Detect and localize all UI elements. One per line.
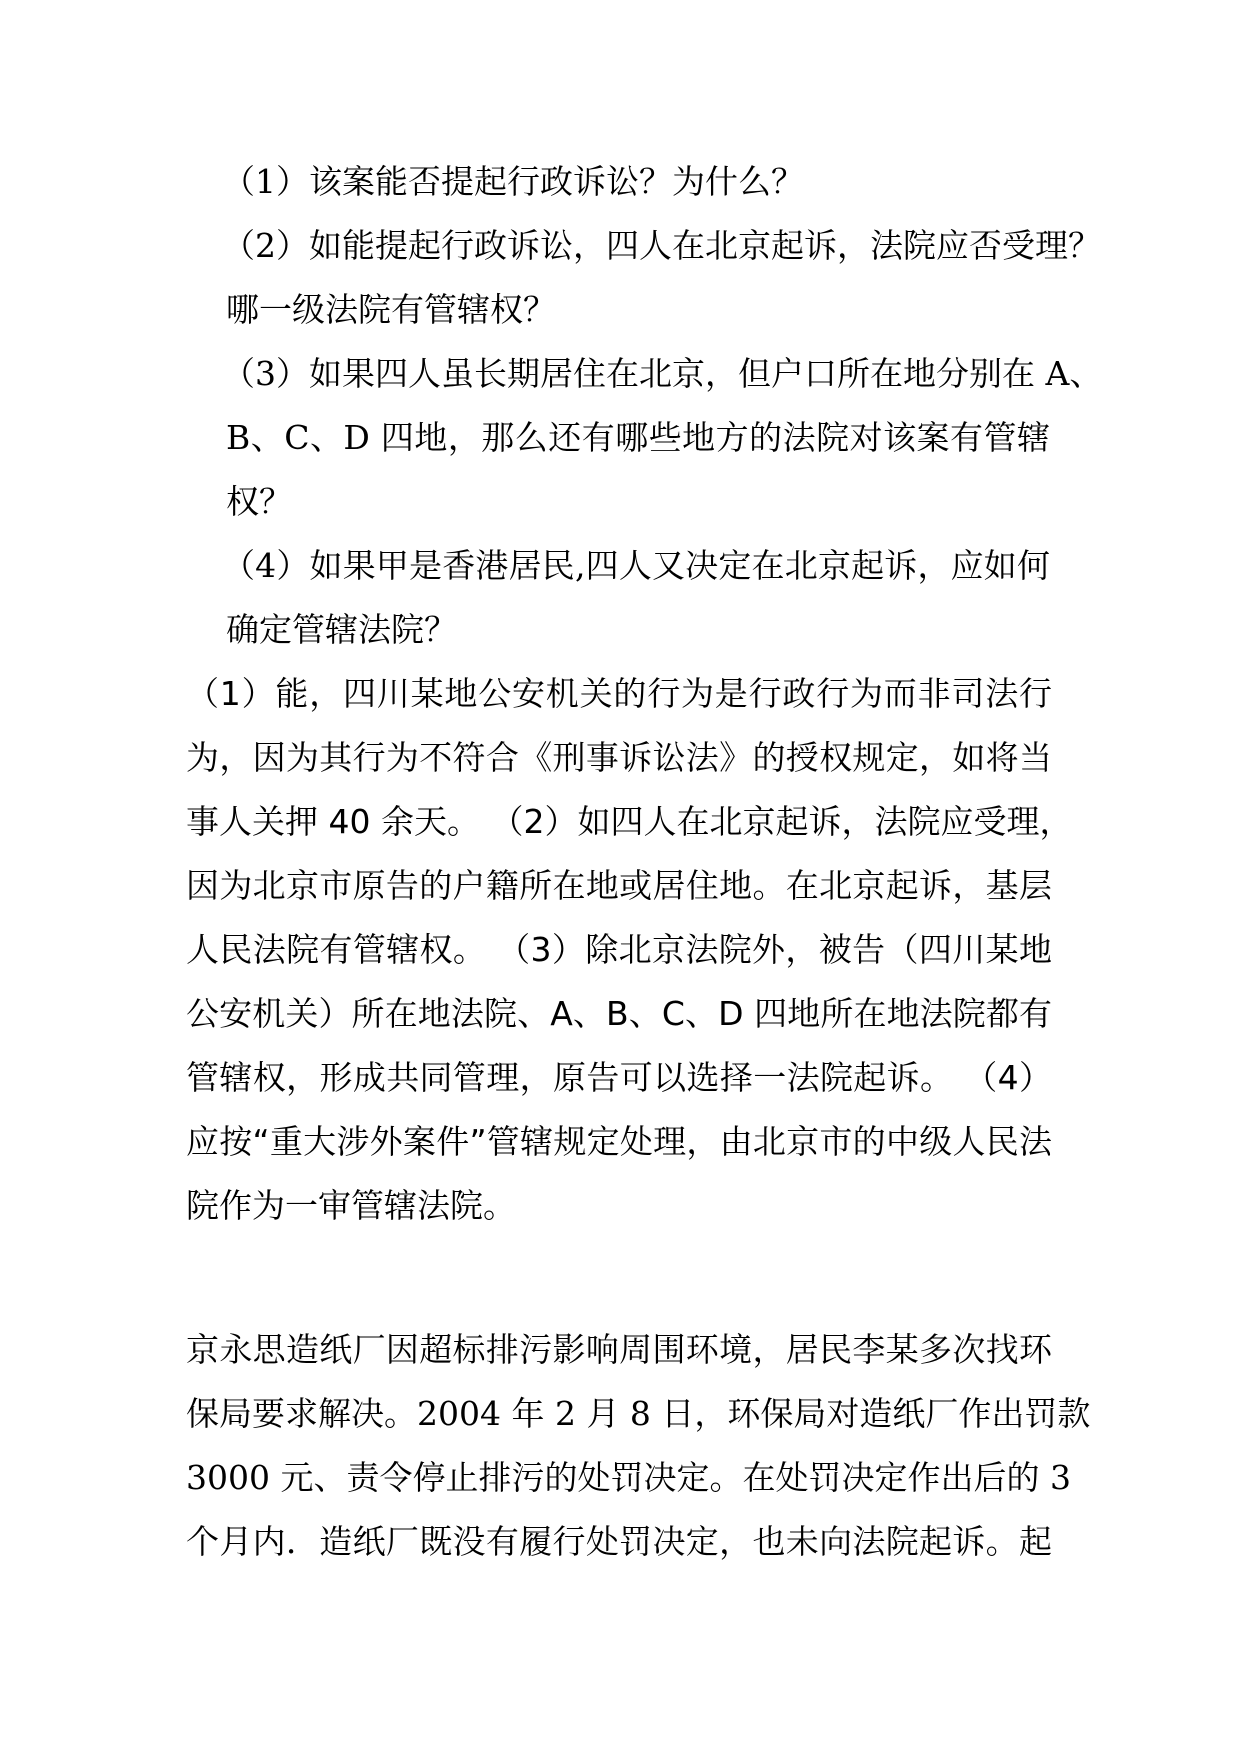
answer-line: 管辖权，形成共同管理，原告可以选择一法院起诉。 （4）	[186, 1058, 1052, 1097]
question-3-cont: B、C、D 四地，那么还有哪些地方的法院对该案有管辖	[226, 418, 1050, 457]
answer-line: 院作为一审管辖法院。	[186, 1186, 516, 1225]
answer-line: 事人关押 40 余天。 （2）如四人在北京起诉，法院应受理，	[186, 802, 1073, 841]
question-3-end: 权？	[226, 482, 292, 521]
case-line: 保局要求解决。2004 年 2 月 8 日，环保局对造纸厂作出罚款	[186, 1394, 1091, 1433]
case-line: 个月内．造纸厂既没有履行处罚决定，也未向法院起诉。起	[186, 1522, 1052, 1561]
answer-line: 人民法院有管辖权。 （3）除北京法院外，被告（四川某地	[186, 930, 1052, 969]
question-1: （1）该案能否提起行政诉讼？为什么？	[222, 162, 804, 201]
answer-line: 为，因为其行为不符合《刑事诉讼法》的授权规定，如将当	[186, 738, 1052, 777]
answer-line: 应按“重大涉外案件”管辖规定处理，由北京市的中级人民法	[186, 1122, 1052, 1161]
answer-line: （1）能，四川某地公安机关的行为是行政行为而非司法行	[186, 674, 1052, 713]
case-line: 3000 元、责令停止排污的处罚决定。在处罚决定作出后的 3	[186, 1458, 1071, 1497]
answer-line: 公安机关）所在地法院、A、B、C、D 四地所在地法院都有	[186, 994, 1052, 1033]
question-4: （4）如果甲是香港居民,四人又决定在北京起诉，应如何	[222, 546, 1050, 585]
question-3: （3）如果四人虽长期居住在北京，但户口所在地分别在 A、	[222, 354, 1103, 393]
answer-line: 因为北京市原告的户籍所在地或居住地。在北京起诉，基层	[186, 866, 1052, 905]
question-2-cont: 哪一级法院有管辖权？	[226, 290, 556, 329]
question-2: （2）如能提起行政诉讼，四人在北京起诉，法院应否受理？	[222, 226, 1101, 265]
case-line: 京永思造纸厂因超标排污影响周围环境，居民李某多次找环	[186, 1330, 1052, 1369]
question-4-cont: 确定管辖法院？	[226, 610, 457, 649]
